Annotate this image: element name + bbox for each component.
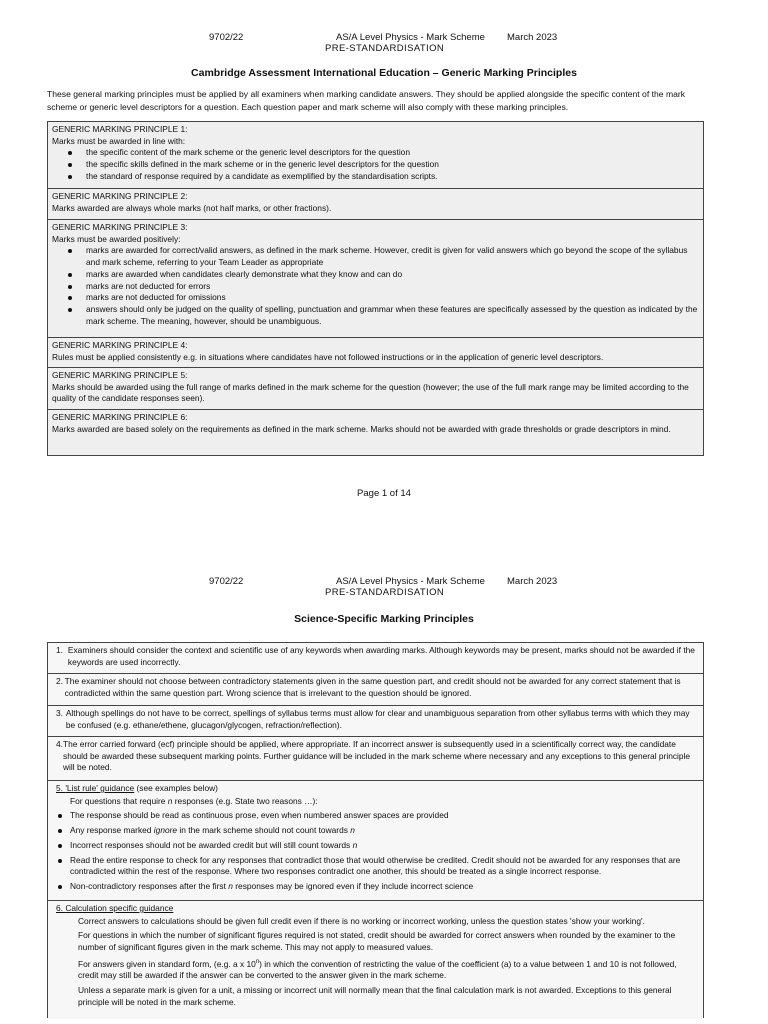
text-fragment: n xyxy=(350,825,355,836)
text-fragment: n xyxy=(228,880,233,891)
intro-paragraph: These general marking principles must be applied by all examiners when marking candidate answers. They should be applied alongside the specific content of the mark scheme or generic level descriptors for a question. Each question paper and mark scheme will also comply with these marking principles. xyxy=(47,89,686,112)
science-principles-table xyxy=(47,642,704,1018)
science-principles-heading: Science-Specific Marking Principles xyxy=(294,613,474,625)
list-item xyxy=(70,881,699,893)
item-bullets xyxy=(56,810,699,892)
science-principle-3 xyxy=(48,705,703,736)
text-fragment: Any response marked xyxy=(70,825,154,836)
item-intro xyxy=(56,796,699,808)
paper-code: 9702/22 xyxy=(209,32,244,43)
principle-title: GENERIC MARKING PRINCIPLE 5: xyxy=(52,370,188,380)
list-item xyxy=(70,840,699,852)
principle-text: Marks must be awarded positively: xyxy=(52,233,181,244)
principle-bullets xyxy=(52,245,699,327)
list-item: marks are awarded for correct/valid answers, as defined in the mark scheme. However, credit is given for valid answers which go beyond the scope of the syllabus and mark scheme, referring to your Team Leader as appropriate xyxy=(86,245,699,268)
page-footer: Page 1 of 14 xyxy=(357,488,411,499)
item-number: 1. xyxy=(56,645,63,655)
list-item: the standard of response required by a candidate as exemplified by the standardisation scripts. xyxy=(86,171,699,183)
paper-title: AS/A Level Physics - Mark Scheme xyxy=(336,32,485,43)
text-fragment: n xyxy=(255,958,260,965)
principle-title: GENERIC MARKING PRINCIPLE 4: xyxy=(52,340,188,350)
list-item: answers should only be judged on the quality of spelling, punctuation and grammar when these features are specifically assessed by the question as indicated by the mark scheme. The meaning, however, should be unambiguous. xyxy=(86,303,698,326)
generic-principles-table xyxy=(47,121,704,456)
list-item: marks are awarded when candidates clearly demonstrate what they know and can do xyxy=(86,269,699,281)
text-fragment: n xyxy=(352,839,358,850)
list-item: The response should be read as continuous prose, even when numbered answer spaces are provided xyxy=(70,810,699,822)
paper-date: March 2023 xyxy=(507,576,558,587)
principle-6 xyxy=(48,409,703,455)
paper-date: March 2023 xyxy=(507,32,558,43)
principle-3 xyxy=(48,219,703,337)
text-fragment: Incorrect responses should not be awarded credit but will still count towards xyxy=(70,839,353,850)
paper-subtitle: PRE-STANDARDISATION xyxy=(325,43,445,54)
science-principle-1 xyxy=(48,643,703,673)
principle-title: GENERIC MARKING PRINCIPLE 2: xyxy=(52,191,188,201)
paper-title: AS/A Level Physics - Mark Scheme xyxy=(336,576,485,587)
text-fragment: Non-contradictory responses after the first xyxy=(70,880,229,891)
list-item: Read the entire response to check for any responses that contradict those that would otherwise be credited. Credit should not be awarded for any responses that are contradicted within the rest of the response. Where two responses contradict one another, this should be treated as a single incorrect response. xyxy=(70,855,699,878)
principle-2 xyxy=(48,188,703,219)
principle-bullets xyxy=(52,147,699,182)
paper-subtitle: PRE-STANDARDISATION xyxy=(325,587,445,598)
text-fragment: For answers given in standard form, (e.g. a x 10 xyxy=(78,958,256,969)
item-paragraph: Unless a separate mark is given for a unit, a missing or incorrect unit will normally mean that the final calculation mark is not awarded. Exceptions to this general principle will be noted in the mark scheme. xyxy=(78,985,672,1007)
item-paragraph: For questions in which the number of significant figures required is not stated, credit should be awarded for correct answers when rounded by the examiner to the number of significant figures given in the mark scheme. This may not apply to measured values. xyxy=(78,930,676,953)
item-number: 2. xyxy=(56,676,63,686)
science-principle-5 xyxy=(48,780,703,900)
list-item: the specific content of the mark scheme or the generic level descriptors for the question xyxy=(86,147,699,159)
list-item: marks are not deducted for errors xyxy=(86,281,699,293)
list-item xyxy=(70,825,699,837)
text-fragment: ignore xyxy=(153,825,178,836)
item-text: The examiner should not choose between contradictory statements given in the same question part, and credit should not be awarded for any correct statement that is contradicted within the same question part. Wrong science that is irrelevant to the question should be ignored. xyxy=(64,676,681,698)
science-principle-4 xyxy=(48,736,703,780)
generic-principles-heading: Cambridge Assessment International Education – Generic Marking Principles xyxy=(191,67,577,79)
text-fragment: For questions that require xyxy=(70,795,168,806)
item-text: Although spellings do not have to be correct, spellings of syllabus terms must allow for clear and unambiguous separation from other syllabus terms with which they may be confused (e.g. ethane/ethene, glucagon/glycogen, refraction/reflection). xyxy=(65,708,690,730)
principle-5 xyxy=(48,367,703,409)
text-fragment: ) in which the convention of restricting the value of the coefficient (a) to a value between 1 and 10 is not followed, credit may still be awarded if the answer can be converted to the answer given in the mark scheme. xyxy=(78,958,677,981)
principle-title: GENERIC MARKING PRINCIPLE 1: xyxy=(52,124,188,134)
item-text: The error carried forward (ecf) principle should be applied, where appropriate. If an incorrect answer is subsequently used in a scientifically correct way, the candidate should be awarded these subsequent marking points. Further guidance will be included in the mark scheme where necessary and any exceptions to this general principle will be noted. xyxy=(63,739,691,773)
science-principle-6 xyxy=(48,900,703,1019)
item-title-suffix: (see examples below) xyxy=(134,783,218,793)
principle-title: GENERIC MARKING PRINCIPLE 3: xyxy=(52,222,188,232)
paper-code: 9702/22 xyxy=(209,576,244,587)
principle-text: Rules must be applied consistently e.g. in situations where candidates have not followed instructions or in the application of generic level descriptors. xyxy=(52,351,604,362)
list-item: marks are not deducted for omissions xyxy=(86,292,699,304)
item-paragraph: Correct answers to calculations should be given full credit even if there is no working or incorrect working, unless the question states 'show your working'. xyxy=(78,915,645,926)
text-fragment: responses (e.g. State two reasons …): xyxy=(172,795,318,806)
item-number: 4. xyxy=(56,739,63,749)
item-paragraph xyxy=(56,957,699,982)
item-number: 6. xyxy=(56,903,63,913)
principle-text: Marks awarded are always whole marks (not half marks, or other fractions). xyxy=(52,202,332,213)
principle-text: Marks should be awarded using the full range of marks defined in the mark scheme for the question (however; the use of the full mark range may be limited according to the quality of the candidate responses seen). xyxy=(52,381,689,404)
item-title: Calculation specific guidance xyxy=(65,903,174,913)
principle-4 xyxy=(48,337,703,367)
item-text: Examiners should consider the context and scientific use of any keywords when awarding marks. Although keywords may be present, marks should not be awarded if the keywords are used incorrectly. xyxy=(67,645,695,667)
item-number: 5. xyxy=(56,783,63,793)
text-fragment: in the mark scheme should not count towards xyxy=(177,825,351,836)
text-fragment: n xyxy=(167,795,173,806)
item-number: 3. xyxy=(56,708,63,718)
science-principle-2 xyxy=(48,673,703,705)
principle-text: Marks awarded are based solely on the requirements as defined in the mark scheme. Marks should not be awarded with grade thresholds or grade descriptors in mind. xyxy=(52,423,671,434)
principle-text: Marks must be awarded in line with: xyxy=(52,135,186,146)
principle-title: GENERIC MARKING PRINCIPLE 6: xyxy=(52,412,188,422)
text-fragment: responses may be ignored even if they include incorrect science xyxy=(232,880,474,891)
principle-1 xyxy=(48,122,703,188)
list-item: the specific skills defined in the mark scheme or in the generic level descriptors for the question xyxy=(86,159,699,171)
item-title: 'List rule' guidance xyxy=(65,783,135,793)
